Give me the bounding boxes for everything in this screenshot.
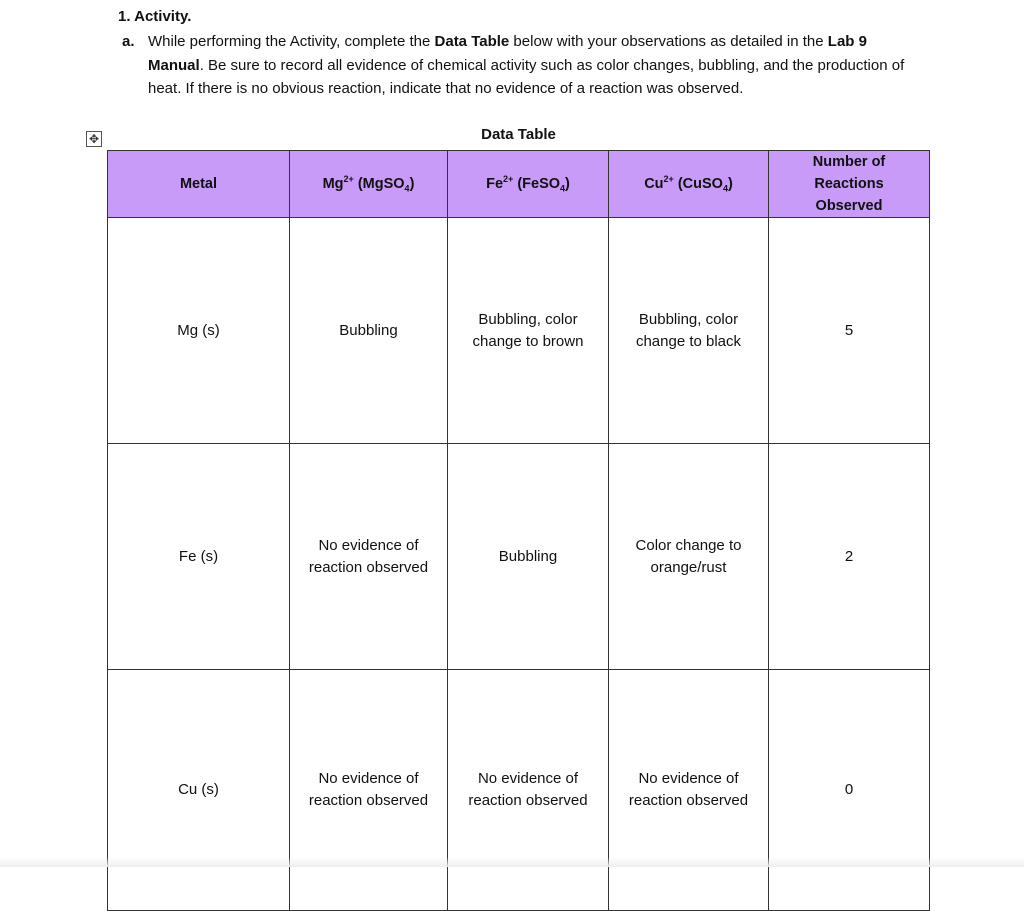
section-heading: 1. Activity. bbox=[118, 8, 192, 25]
cell-cu-observation[interactable]: Color change to orange/rust bbox=[609, 444, 769, 670]
cell-reaction-count[interactable]: 0 bbox=[769, 670, 930, 911]
data-table bbox=[107, 150, 930, 911]
cell-mg-observation[interactable]: No evidence of reaction observed bbox=[290, 444, 448, 670]
cell-fe-observation[interactable]: No evidence of reaction observed bbox=[448, 670, 609, 911]
cell-reaction-count[interactable]: 5 bbox=[769, 218, 930, 444]
header-metal: Metal bbox=[108, 151, 290, 218]
instruction-bold-data-table: Data Table bbox=[434, 33, 510, 50]
instruction-paragraph bbox=[122, 30, 918, 101]
cell-cu-observation[interactable]: No evidence of reaction observed bbox=[609, 670, 769, 911]
instruction-text-1: While performing the Activity, complete the bbox=[148, 33, 435, 50]
header-reaction-count: Number of Reactions Observed bbox=[769, 151, 930, 218]
list-marker: a. bbox=[122, 33, 135, 50]
move-arrows-icon[interactable]: ✥ bbox=[86, 131, 102, 147]
cell-metal[interactable]: Fe (s) bbox=[108, 444, 290, 670]
cell-cu-observation[interactable]: Bubbling, color change to black bbox=[609, 218, 769, 444]
table-caption: Data Table bbox=[481, 126, 556, 143]
table-header-row bbox=[108, 151, 930, 218]
header-fe-solution: $Fe^{2+}$ (FeSO$_4$) bbox=[448, 151, 609, 218]
page-edge-shadow bbox=[0, 857, 1024, 867]
instruction-bold-lab-manual: Lab 9 Manual bbox=[148, 33, 867, 74]
header-mg-solution: $Mg^{2+}$ (MgSO$_4$) bbox=[290, 151, 448, 218]
instruction-text-2: below with your observations as detailed in the bbox=[509, 33, 828, 50]
cell-fe-observation[interactable]: Bubbling bbox=[448, 444, 609, 670]
cell-mg-observation[interactable]: No evidence of reaction observed bbox=[290, 670, 448, 911]
cell-metal[interactable]: Cu (s) bbox=[108, 670, 290, 911]
instruction-text-3: . Be sure to record all evidence of chemical activity such as color changes, bubbling, and the production of heat. If there is no obvious reaction, indicate that no evidence of a reaction was observed. bbox=[148, 56, 905, 97]
cell-mg-observation[interactable]: Bubbling bbox=[290, 218, 448, 444]
cell-fe-observation[interactable]: Bubbling, color change to brown bbox=[448, 218, 609, 444]
table-row-fe bbox=[108, 444, 930, 670]
header-cu-solution: $Cu^{2+}$ (CuSO$_4$) bbox=[609, 151, 769, 218]
cell-metal[interactable]: Mg (s) bbox=[108, 218, 290, 444]
table-row-mg bbox=[108, 218, 930, 444]
table-row-cu bbox=[108, 670, 930, 911]
cell-reaction-count[interactable]: 2 bbox=[769, 444, 930, 670]
